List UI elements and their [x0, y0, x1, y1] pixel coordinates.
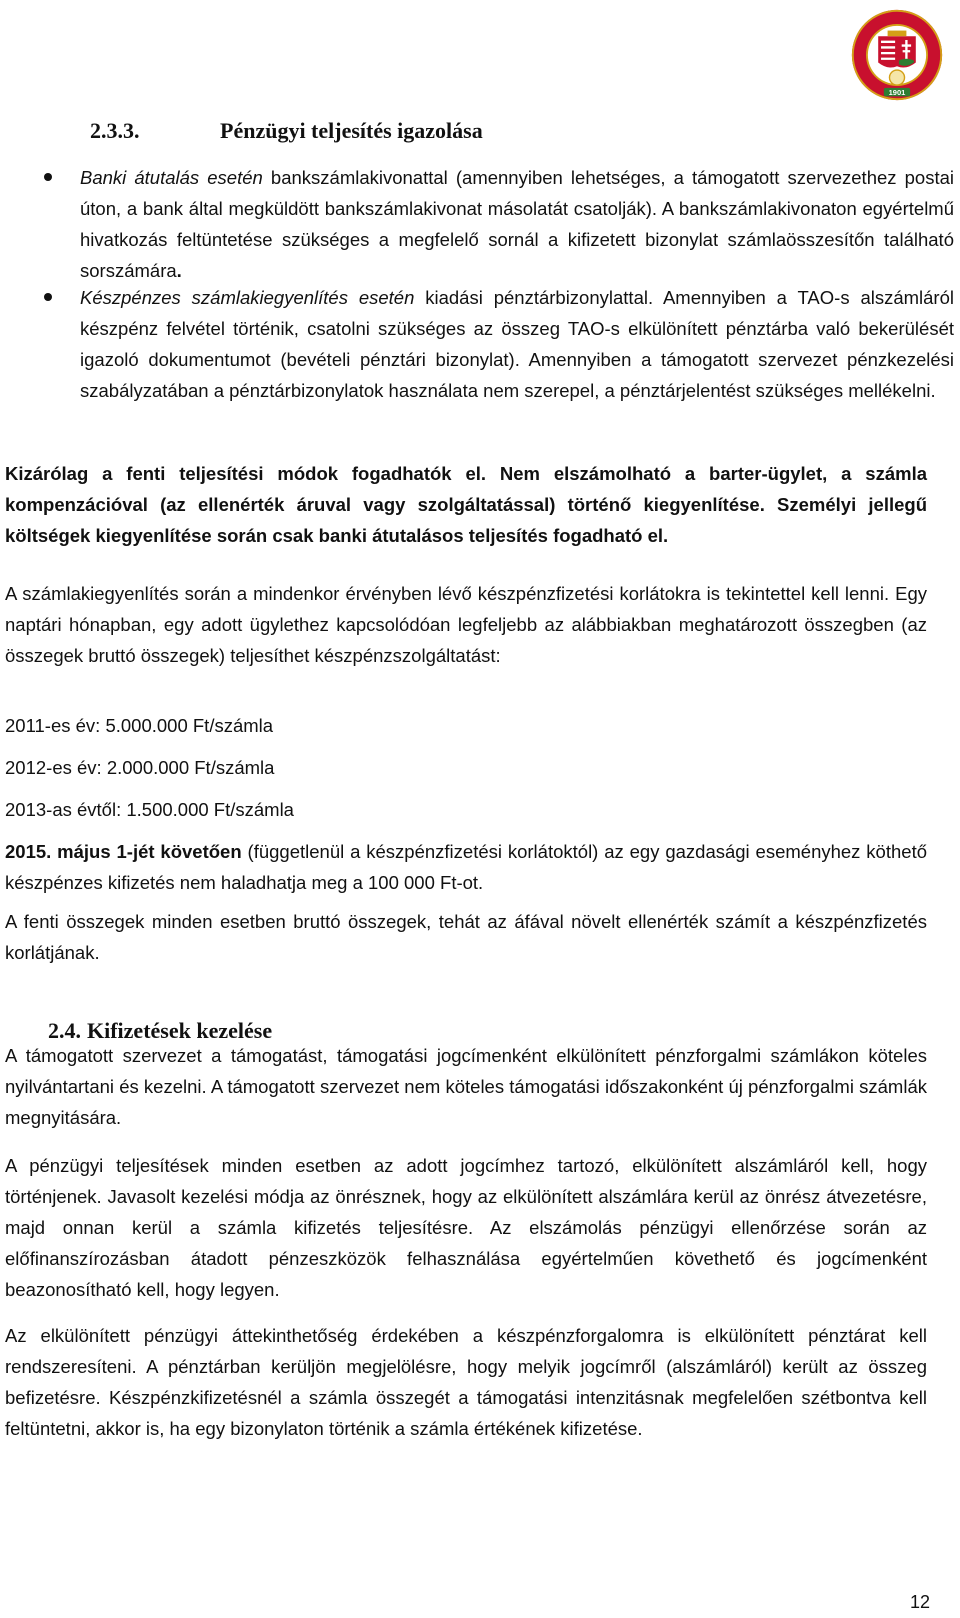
paragraph-2015 [5, 836, 927, 898]
bullet-lead: Banki átutalás esetén [80, 167, 263, 188]
paragraph-2-4-3: Az elkülönített pénzügyi áttekinthetőség érdekében a készpénzforgalomra is elkülönített pénztárat kell rendszeresíteni. A pénztárban kerüljön megjelölésre, hogy melyik jogcímről (alszámláról) került az összeg befizetésre. Készpénzkifizetésnél a számla összegét a támogatási intenzitásnak megfelelően szétbontva kell feltüntetni, akkor is, ha egy bizonylaton történik a számla értékének kifizetése. [5, 1325, 927, 1439]
paragraph-2015-lead: 2015. május 1-jét követően [5, 841, 242, 862]
section-title: Kifizetések kezelése [87, 1018, 273, 1043]
bullet-lead: Készpénzes számlakiegyenlítés esetén [80, 287, 415, 308]
logo-year: 1901 [888, 87, 906, 97]
section-number: 2.3.3. [90, 118, 140, 143]
section-number: 2.4. [48, 1018, 81, 1043]
bullet-text: bankszámlakivonattal (amennyiben lehetséges, a támogatott szervezethez postai úton, a bank által megküldött bankszámlakivonat másolatát csatolják). A bankszámlakivonaton egyértelmű hivatkozás feltüntetése szükséges a megfelelő sornál a kifizetett bizonylat számlaösszesítőn található sorszámára [80, 167, 954, 281]
paragraph-2-4-2: A pénzügyi teljesítések minden esetben az adott jogcímhez tartozó, elkülönített alszámláról kell, hogy történjenek. Javasolt kezelési módja az önrésznek, hogy az elkülönített alszámlára kerül az önrész átvezetésre, majd onnan kerül a számla kifizetés teljesítésre. Az elszámolás pénzügyi ellenőrzése során az előfinanszírozásban átadott pénzeszközök felhasználása egyértelműen követhető és jogcímenként beazonosítható kell, hogy legyen. [5, 1155, 927, 1300]
limit-2011: 2011-es év: 5.000.000 Ft/számla [5, 715, 274, 736]
page-number: 12 [909, 1592, 930, 1612]
paragraph-gross: A fenti összegek minden esetben bruttó összegek, tehát az áfával növelt ellenérték számít a készpénzfizetés korlátjának. [5, 911, 927, 963]
bullet-icon [44, 173, 52, 181]
paragraph-limits: A számlakiegyenlítés során a mindenkor érvényben lévő készpénzfizetési korlátokra is tekintettel kell lenni. Egy naptári hónapban, egy adott ügylethez kapcsolódóan legfeljebb az alábbiakban meghatározott összegben (az összegek bruttó összegek) teljesíthet készpénzszolgáltatást: [5, 583, 927, 666]
bullet-text: kiadási pénztárbizonylattal. Amennyiben a TAO-s alszámláról készpénz felvétel történik, csatolni szükséges az összeg TAO-s elkülönített pénztárba való bekerülését igazoló dokumentumot (bevételi pénztári bizonylat). Amennyiben a támogatott szervezet pénzkezelési szabályzatában a pénztárbizonylatok használata nem szerepel, a pénztárjelentést szükséges mellékelni. [80, 287, 954, 401]
section-title: Pénzügyi teljesítés igazolása [220, 118, 483, 143]
limit-2012: 2012-es év: 2.000.000 Ft/számla [5, 757, 275, 778]
bold-paragraph: Kizárólag a fenti teljesítési módok fogadhatók el. Nem elszámolható a barter-ügylet, a számla kompenzációval (az ellenérték áruval vagy szolgáltatással) történő kiegyenlítése. Személyi jellegű költségek kiegyenlítése során csak banki átutalásos teljesítés fogadható el. [5, 463, 927, 546]
paragraph-2-4-1: A támogatott szervezet a támogatást, támogatási jogcímenként elkülönített pénzforgalmi számlákon köteles nyilvántartani és kezelni. A támogatott szervezet nem köteles támogatási időszakonként új pénzforgalmi számlák megnyitására. [5, 1045, 927, 1128]
bullet-end: . [176, 260, 182, 281]
mlsz-logo [850, 8, 944, 102]
limit-2013: 2013-as évtől: 1.500.000 Ft/számla [5, 799, 294, 820]
list-item [80, 282, 954, 406]
bullet-icon [44, 293, 52, 301]
paragraph-2015-text: (függetlenül a készpénzfizetési korlátoktól) az egy gazdasági eseményhez köthető készpénzes kifizetés nem haladhatja meg a 100 000 Ft-ot. [5, 841, 927, 893]
list-item [80, 162, 954, 286]
section-heading-2-3-3 [90, 118, 483, 144]
